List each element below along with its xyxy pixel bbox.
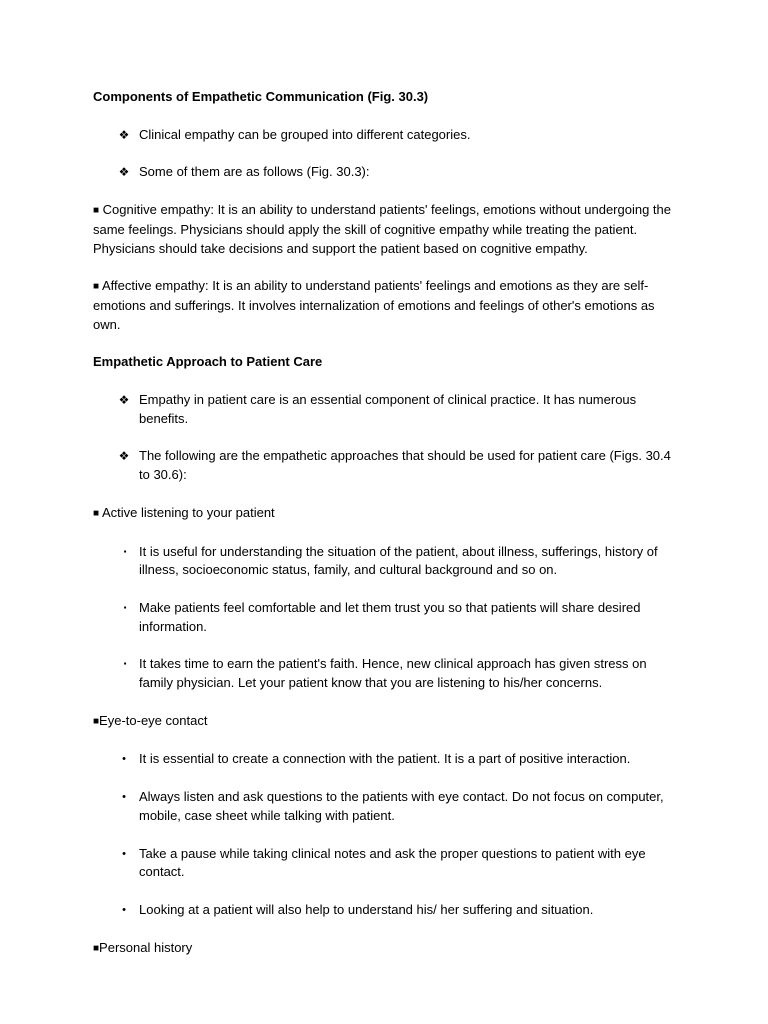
list-item-text: Some of them are as follows (Fig. 30.3): bbox=[139, 164, 370, 180]
list-item-text: It is useful for understanding the situation of the patient, about illness, sufferings, history of illness, socioeconomic status, family, and cultural background and so on. bbox=[139, 543, 658, 578]
subheading-active-listening bbox=[93, 504, 683, 524]
list-item bbox=[93, 901, 683, 920]
subheading-eye-contact bbox=[93, 712, 683, 732]
diamond-bullet-icon: ❖ bbox=[118, 127, 130, 142]
dot-bullet-icon: • bbox=[122, 847, 126, 860]
list-item-text: Looking at a patient will also help to understand his/ her suffering and situation. bbox=[139, 901, 594, 917]
dot-bullet-icon: • bbox=[122, 903, 126, 916]
list-item-text: Always listen and ask questions to the patients with eye contact. Do not focus on computer, mobile, case sheet while talking with patient. bbox=[139, 789, 664, 823]
square-bullet-icon: ■ bbox=[93, 281, 100, 293]
list-item bbox=[93, 845, 683, 882]
list-item bbox=[93, 391, 683, 428]
list-item-text: Take a pause while taking clinical notes and ask the proper questions to patient with eye contact. bbox=[139, 845, 646, 880]
list-item bbox=[93, 788, 683, 825]
list-item bbox=[93, 126, 683, 145]
subheading-text: Personal history bbox=[99, 939, 193, 955]
paragraph-cognitive-empathy bbox=[93, 201, 683, 258]
small-square-bullet-icon: ▪ bbox=[123, 659, 127, 669]
list-item bbox=[93, 163, 683, 182]
document-page bbox=[93, 88, 683, 958]
square-bullet-icon: ■ bbox=[93, 715, 100, 727]
list-item bbox=[93, 750, 683, 769]
list-item-text: Empathy in patient care is an essential component of clinical practice. It has numerous benefits. bbox=[139, 392, 637, 426]
section-heading-empathetic-communication: Components of Empathetic Communication (Fig. 30.3) bbox=[93, 89, 429, 104]
square-bullet-icon: ■ bbox=[93, 205, 100, 217]
list-item-text: The following are the empathetic approaches that should be used for patient care (Figs. 30.4 to 30.6): bbox=[139, 448, 671, 483]
dot-bullet-icon: • bbox=[122, 753, 126, 766]
subheading-personal-history bbox=[93, 939, 683, 959]
paragraph-text: Cognitive empathy: It is an ability to understand patients' feelings, emotions without undergoing the same feelings. Physicians should apply the skill of cognitive empathy while treating the patient. Physicians should take decisions and support the patient based on cognitive empathy. bbox=[93, 202, 671, 256]
subheading-text: Eye-to-eye contact bbox=[99, 712, 208, 728]
paragraph-text: Affective empathy: It is an ability to understand patients' feelings and emotions as they are self-emotions and sufferings. It involves internalization of emotions and feelings of other's emotions as own. bbox=[93, 278, 655, 332]
list-item-text: Clinical empathy can be grouped into different categories. bbox=[139, 126, 471, 142]
square-bullet-icon: ■ bbox=[93, 507, 100, 519]
subheading-text: Active listening to your patient bbox=[101, 504, 275, 520]
diamond-bullet-icon: ❖ bbox=[118, 165, 130, 180]
list-item bbox=[93, 599, 683, 636]
diamond-bullet-icon: ❖ bbox=[118, 393, 130, 408]
section-heading-empathetic-approach: Empathetic Approach to Patient Care bbox=[93, 354, 323, 370]
list-item-text: It takes time to earn the patient's faith. Hence, new clinical approach has given stress on family physician. Let your patient know that you are listening to his/her concerns. bbox=[139, 656, 647, 691]
list-item bbox=[93, 543, 683, 580]
small-square-bullet-icon: ▪ bbox=[123, 602, 127, 612]
list-item bbox=[93, 655, 683, 692]
diamond-bullet-icon: ❖ bbox=[118, 449, 130, 464]
dot-bullet-icon: • bbox=[122, 791, 126, 804]
list-item-text: It is essential to create a connection with the patient. It is a part of positive interaction. bbox=[139, 751, 631, 767]
paragraph-affective-empathy bbox=[93, 277, 683, 334]
list-item-text: Make patients feel comfortable and let them trust you so that patients will share desired information. bbox=[139, 599, 641, 634]
small-square-bullet-icon: ▪ bbox=[123, 546, 127, 556]
list-item bbox=[93, 447, 683, 484]
square-bullet-icon: ■ bbox=[93, 942, 100, 954]
